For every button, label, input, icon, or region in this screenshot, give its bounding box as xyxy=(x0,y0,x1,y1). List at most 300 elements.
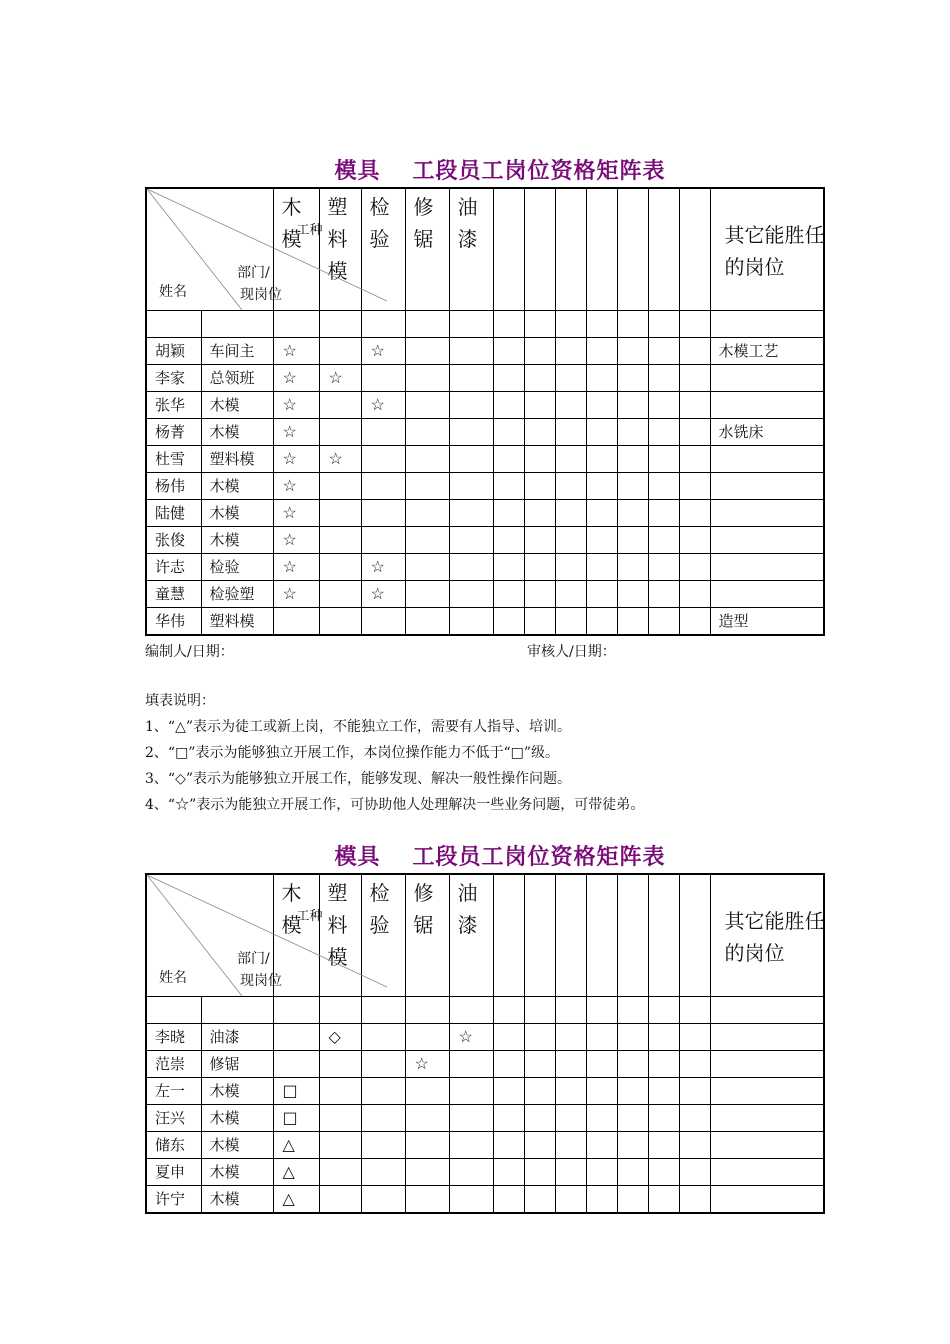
empty-cell xyxy=(679,1105,710,1132)
qualification-mark-cell: □ xyxy=(273,1078,319,1105)
table-row xyxy=(146,1105,824,1132)
qualification-mark-cell xyxy=(319,527,361,554)
employee-name-cell: 储东 xyxy=(146,1132,201,1159)
qualification-mark-cell xyxy=(319,554,361,581)
qualification-mark-cell xyxy=(361,419,405,446)
section-1-title xyxy=(0,154,950,189)
qualification-mark-cell xyxy=(361,1024,405,1051)
current-post-cell: 检验 xyxy=(201,554,273,581)
qualification-mark-cell xyxy=(405,1132,449,1159)
empty-cell xyxy=(493,392,524,419)
empty-cell xyxy=(493,1159,524,1186)
qualification-mark-cell xyxy=(319,1078,361,1105)
qualification-mark-cell xyxy=(361,1105,405,1132)
table-row xyxy=(146,365,824,392)
table-row xyxy=(146,473,824,500)
qualification-mark-cell xyxy=(361,1078,405,1105)
qualification-mark-cell xyxy=(405,473,449,500)
empty-cell xyxy=(586,527,617,554)
empty-cell xyxy=(617,608,648,636)
other-posts-header-label: 其它能胜任的岗位 xyxy=(724,223,825,279)
qualification-mark-cell xyxy=(273,1051,319,1078)
empty-cell xyxy=(493,500,524,527)
empty-cell xyxy=(524,1186,555,1214)
empty-cell xyxy=(617,1078,648,1105)
qualification-mark-cell xyxy=(319,473,361,500)
empty-cell xyxy=(648,446,679,473)
current-post-cell: 木模 xyxy=(201,1132,273,1159)
note-item: 1、“△”表示为徒工或新上岗，不能独立工作，需要有人指导、培训。 xyxy=(145,719,571,735)
qualification-mark-cell xyxy=(405,581,449,608)
qualification-mark-cell: ◇ xyxy=(319,1024,361,1051)
qualification-mark-cell xyxy=(405,500,449,527)
empty-cell xyxy=(679,419,710,446)
blank-cell xyxy=(405,311,449,338)
qualification-mark-cell xyxy=(273,608,319,636)
empty-cell xyxy=(555,419,586,446)
craft-header-cell xyxy=(449,188,493,311)
empty-cell xyxy=(617,446,648,473)
empty-cell xyxy=(493,554,524,581)
empty-header-cell xyxy=(679,874,710,997)
qualification-mark-cell xyxy=(361,500,405,527)
current-post-cell: 车间主 xyxy=(201,338,273,365)
empty-cell xyxy=(524,581,555,608)
empty-cell xyxy=(555,581,586,608)
employee-name-cell: 胡颖 xyxy=(146,338,201,365)
empty-cell xyxy=(617,1105,648,1132)
craft-header-cell xyxy=(405,188,449,311)
current-post-cell: 木模 xyxy=(201,392,273,419)
empty-cell xyxy=(524,446,555,473)
qualification-mark-cell: △ xyxy=(273,1132,319,1159)
prepared-by-label: 编制人/日期： xyxy=(145,644,234,660)
empty-cell xyxy=(679,554,710,581)
qualification-mark-cell xyxy=(449,1078,493,1105)
section-1-title-department: 模具 xyxy=(284,154,412,189)
qualification-mark-cell: ☆ xyxy=(273,473,319,500)
employee-name-cell: 李家 xyxy=(146,365,201,392)
section-1-title-text: 工段员工岗位资格矩阵表 xyxy=(412,159,666,184)
empty-cell xyxy=(493,1132,524,1159)
craft-header-label: 木模 xyxy=(281,195,302,251)
current-post-cell: 检验塑 xyxy=(201,581,273,608)
blank-cell xyxy=(524,311,555,338)
blank-cell xyxy=(679,997,710,1024)
other-posts-cell: 水铣床 xyxy=(710,419,824,446)
table-row xyxy=(146,338,824,365)
craft-header-cell xyxy=(449,874,493,997)
blank-cell xyxy=(648,997,679,1024)
corner-craft-label: 工种 xyxy=(296,223,323,238)
blank-cell xyxy=(648,311,679,338)
empty-cell xyxy=(648,1078,679,1105)
filling-notes xyxy=(145,688,644,818)
empty-cell xyxy=(586,554,617,581)
qualification-mark-cell xyxy=(405,1105,449,1132)
blank-cell xyxy=(449,311,493,338)
qualification-mark-cell: ☆ xyxy=(273,392,319,419)
qualification-mark-cell xyxy=(405,527,449,554)
employee-name-cell: 汪兴 xyxy=(146,1105,201,1132)
empty-cell xyxy=(648,1024,679,1051)
empty-cell xyxy=(493,338,524,365)
empty-cell xyxy=(524,554,555,581)
diagonal-header-cell xyxy=(146,188,282,311)
empty-cell xyxy=(555,1186,586,1214)
empty-cell xyxy=(555,1105,586,1132)
empty-cell xyxy=(679,527,710,554)
blank-row xyxy=(146,311,824,338)
blank-cell xyxy=(319,311,361,338)
empty-header-cell xyxy=(648,874,679,997)
qualification-mark-cell: ☆ xyxy=(273,338,319,365)
empty-cell xyxy=(679,446,710,473)
section-2-title xyxy=(0,840,950,875)
empty-cell xyxy=(617,392,648,419)
empty-cell xyxy=(679,365,710,392)
current-post-cell: 木模 xyxy=(201,1078,273,1105)
qualification-mark-cell: ☆ xyxy=(319,365,361,392)
qualification-mark-cell xyxy=(361,608,405,636)
empty-cell xyxy=(555,1051,586,1078)
blank-cell xyxy=(361,997,405,1024)
empty-cell xyxy=(679,1159,710,1186)
qualification-mark-cell xyxy=(449,1132,493,1159)
header-row xyxy=(146,188,824,311)
empty-cell xyxy=(586,392,617,419)
other-posts-header-cell xyxy=(710,874,824,997)
reviewed-by-label: 审核人/日期： xyxy=(527,644,616,660)
empty-cell xyxy=(555,554,586,581)
other-posts-cell xyxy=(710,1051,824,1078)
empty-cell xyxy=(648,1051,679,1078)
blank-cell xyxy=(679,311,710,338)
qualification-mark-cell: △ xyxy=(273,1159,319,1186)
empty-cell xyxy=(555,365,586,392)
craft-header-label: 塑料模 xyxy=(327,195,348,283)
note-item: 2、“□”表示为能够独立开展工作，本岗位操作能力不低于“□”级。 xyxy=(145,745,559,761)
craft-header-label: 检验 xyxy=(369,195,390,251)
qualification-mark-cell xyxy=(319,1051,361,1078)
empty-cell xyxy=(617,365,648,392)
qualification-mark-cell xyxy=(405,392,449,419)
employee-name-cell: 杜雪 xyxy=(146,446,201,473)
qualification-mark-cell: ☆ xyxy=(273,500,319,527)
qualification-mark-cell: ☆ xyxy=(361,392,405,419)
other-posts-cell xyxy=(710,527,824,554)
empty-cell xyxy=(555,1159,586,1186)
empty-cell xyxy=(524,1132,555,1159)
other-posts-cell xyxy=(710,446,824,473)
empty-cell xyxy=(617,581,648,608)
empty-cell xyxy=(524,1024,555,1051)
empty-cell xyxy=(555,446,586,473)
other-posts-cell xyxy=(710,365,824,392)
corner-dept-label: 部门/ xyxy=(237,265,270,281)
qualification-mark-cell xyxy=(319,1105,361,1132)
qualification-mark-cell: ☆ xyxy=(361,581,405,608)
table-row xyxy=(146,554,824,581)
empty-cell xyxy=(648,419,679,446)
qualification-mark-cell: ☆ xyxy=(361,338,405,365)
corner-post-label: 现岗位 xyxy=(240,287,282,303)
qualification-mark-cell xyxy=(449,1186,493,1214)
qualification-mark-cell xyxy=(361,1186,405,1214)
empty-cell xyxy=(524,473,555,500)
qualification-mark-cell xyxy=(449,473,493,500)
table-row xyxy=(146,1078,824,1105)
empty-cell xyxy=(493,1078,524,1105)
empty-cell xyxy=(493,1186,524,1214)
blank-cell xyxy=(273,997,319,1024)
blank-cell xyxy=(201,311,273,338)
qualification-mark-cell: ☆ xyxy=(361,554,405,581)
qualification-mark-cell xyxy=(449,1051,493,1078)
empty-cell xyxy=(586,1024,617,1051)
blank-cell xyxy=(555,997,586,1024)
other-posts-cell xyxy=(710,581,824,608)
other-posts-cell xyxy=(710,1105,824,1132)
empty-cell xyxy=(524,1078,555,1105)
empty-cell xyxy=(617,1186,648,1214)
craft-header-label: 油漆 xyxy=(457,195,478,251)
table-row xyxy=(146,1024,824,1051)
qualification-mark-cell xyxy=(273,1024,319,1051)
empty-cell xyxy=(555,1024,586,1051)
blank-cell xyxy=(146,997,201,1024)
qualification-mark-cell xyxy=(319,419,361,446)
note-item: 4、“☆”表示为能独立开展工作，可协助他人处理解决一些业务问题，可带徒弟。 xyxy=(145,797,645,813)
empty-cell xyxy=(555,608,586,636)
empty-cell xyxy=(524,1159,555,1186)
current-post-cell: 总领班 xyxy=(201,365,273,392)
qualification-mark-cell xyxy=(361,473,405,500)
empty-cell xyxy=(648,554,679,581)
table-row xyxy=(146,1159,824,1186)
other-posts-cell xyxy=(710,1159,824,1186)
note-item: 3、“◇”表示为能够独立开展工作，能够发现、解决一般性操作问题。 xyxy=(145,771,571,787)
qualification-mark-cell xyxy=(319,581,361,608)
empty-cell xyxy=(586,419,617,446)
qualification-matrix-table-1 xyxy=(145,187,825,636)
empty-cell xyxy=(586,1186,617,1214)
qualification-mark-cell: ☆ xyxy=(273,446,319,473)
craft-header-cell xyxy=(273,188,323,311)
qualification-mark-cell xyxy=(319,608,361,636)
empty-cell xyxy=(648,1186,679,1214)
empty-cell xyxy=(555,1078,586,1105)
current-post-cell: 油漆 xyxy=(201,1024,273,1051)
empty-cell xyxy=(493,608,524,636)
empty-header-cell xyxy=(586,188,617,311)
other-posts-cell xyxy=(710,473,824,500)
qualification-mark-cell xyxy=(319,1132,361,1159)
craft-header-label: 木模 xyxy=(281,881,302,937)
qualification-mark-cell xyxy=(361,1132,405,1159)
empty-cell xyxy=(648,1159,679,1186)
empty-cell xyxy=(493,1105,524,1132)
qualification-mark-cell: ☆ xyxy=(273,365,319,392)
other-posts-cell xyxy=(710,1024,824,1051)
current-post-cell: 木模 xyxy=(201,1186,273,1214)
craft-header-label: 检验 xyxy=(369,881,390,937)
empty-cell xyxy=(524,392,555,419)
qualification-mark-cell: ☆ xyxy=(273,581,319,608)
empty-cell xyxy=(555,473,586,500)
empty-cell xyxy=(586,1078,617,1105)
empty-header-cell xyxy=(648,188,679,311)
empty-cell xyxy=(617,527,648,554)
qualification-mark-cell: □ xyxy=(273,1105,319,1132)
empty-cell xyxy=(648,338,679,365)
empty-cell xyxy=(679,338,710,365)
corner-name-label: 姓名 xyxy=(159,970,187,986)
qualification-mark-cell xyxy=(361,365,405,392)
qualification-mark-cell: △ xyxy=(273,1186,319,1214)
blank-row xyxy=(146,997,824,1024)
empty-cell xyxy=(493,446,524,473)
blank-cell xyxy=(555,311,586,338)
craft-header-label: 塑料模 xyxy=(327,881,348,969)
empty-cell xyxy=(555,338,586,365)
empty-header-cell xyxy=(679,188,710,311)
empty-cell xyxy=(648,473,679,500)
empty-cell xyxy=(555,500,586,527)
empty-cell xyxy=(679,581,710,608)
empty-cell xyxy=(586,1132,617,1159)
qualification-mark-cell xyxy=(449,392,493,419)
empty-cell xyxy=(524,338,555,365)
current-post-cell: 修锯 xyxy=(201,1051,273,1078)
qualification-mark-cell xyxy=(405,338,449,365)
employee-name-cell: 左一 xyxy=(146,1078,201,1105)
empty-cell xyxy=(617,500,648,527)
empty-cell xyxy=(586,1105,617,1132)
empty-cell xyxy=(648,527,679,554)
qualification-mark-cell xyxy=(405,1159,449,1186)
table-row xyxy=(146,608,824,636)
empty-cell xyxy=(617,419,648,446)
qualification-mark-cell xyxy=(449,1159,493,1186)
blank-cell xyxy=(405,997,449,1024)
empty-cell xyxy=(617,1132,648,1159)
empty-cell xyxy=(493,419,524,446)
empty-cell xyxy=(524,419,555,446)
current-post-cell: 木模 xyxy=(201,473,273,500)
empty-cell xyxy=(617,1051,648,1078)
empty-cell xyxy=(648,500,679,527)
qualification-mark-cell xyxy=(449,500,493,527)
empty-cell xyxy=(555,1132,586,1159)
corner-post-label: 现岗位 xyxy=(240,973,282,989)
current-post-cell: 木模 xyxy=(201,1159,273,1186)
empty-cell xyxy=(586,365,617,392)
empty-cell xyxy=(586,608,617,636)
blank-cell xyxy=(493,311,524,338)
table-row xyxy=(146,500,824,527)
qualification-mark-cell xyxy=(405,446,449,473)
current-post-cell: 木模 xyxy=(201,1105,273,1132)
current-post-cell: 塑料模 xyxy=(201,608,273,636)
blank-cell xyxy=(524,997,555,1024)
other-posts-header-cell xyxy=(710,188,824,311)
empty-cell xyxy=(648,1132,679,1159)
empty-cell xyxy=(679,608,710,636)
employee-name-cell: 陆健 xyxy=(146,500,201,527)
qualification-mark-cell xyxy=(405,419,449,446)
empty-cell xyxy=(679,1186,710,1214)
qualification-mark-cell xyxy=(319,338,361,365)
other-posts-cell xyxy=(710,1186,824,1214)
qualification-mark-cell xyxy=(361,1051,405,1078)
qualification-mark-cell xyxy=(405,1024,449,1051)
other-posts-cell xyxy=(710,500,824,527)
qualification-mark-cell: ☆ xyxy=(405,1051,449,1078)
empty-header-cell xyxy=(617,874,648,997)
empty-cell xyxy=(648,608,679,636)
qualification-mark-cell xyxy=(449,1105,493,1132)
qualification-mark-cell: ☆ xyxy=(273,554,319,581)
qualification-mark-cell xyxy=(319,1159,361,1186)
blank-cell xyxy=(617,311,648,338)
current-post-cell: 木模 xyxy=(201,500,273,527)
other-posts-cell: 木模工艺 xyxy=(710,338,824,365)
craft-header-label: 修锯 xyxy=(413,881,434,937)
blank-cell xyxy=(586,997,617,1024)
blank-cell xyxy=(586,311,617,338)
employee-name-cell: 杨菁 xyxy=(146,419,201,446)
qualification-mark-cell xyxy=(319,500,361,527)
blank-cell xyxy=(146,311,201,338)
table-row xyxy=(146,1051,824,1078)
table-row xyxy=(146,527,824,554)
other-posts-header-label: 其它能胜任的岗位 xyxy=(724,909,825,965)
blank-cell xyxy=(319,997,361,1024)
employee-name-cell: 许宁 xyxy=(146,1186,201,1214)
qualification-mark-cell xyxy=(449,419,493,446)
empty-cell xyxy=(617,554,648,581)
craft-header-cell xyxy=(273,874,323,997)
empty-cell xyxy=(555,527,586,554)
empty-cell xyxy=(524,500,555,527)
empty-cell xyxy=(648,581,679,608)
employee-name-cell: 张俊 xyxy=(146,527,201,554)
qualification-mark-cell xyxy=(319,392,361,419)
empty-cell xyxy=(493,365,524,392)
corner-name-label: 姓名 xyxy=(159,284,187,300)
empty-cell xyxy=(679,392,710,419)
employee-name-cell: 夏申 xyxy=(146,1159,201,1186)
qualification-mark-cell xyxy=(405,608,449,636)
craft-header-cell xyxy=(405,874,449,997)
other-posts-cell: 造型 xyxy=(710,608,824,636)
empty-cell xyxy=(648,365,679,392)
qualification-mark-cell xyxy=(361,527,405,554)
other-posts-cell xyxy=(710,392,824,419)
empty-cell xyxy=(648,392,679,419)
diagonal-header-cell xyxy=(146,874,282,997)
empty-cell xyxy=(493,1024,524,1051)
qualification-mark-cell xyxy=(361,1159,405,1186)
qualification-mark-cell: ☆ xyxy=(319,446,361,473)
current-post-cell: 塑料模 xyxy=(201,446,273,473)
blank-cell xyxy=(361,311,405,338)
blank-cell xyxy=(449,997,493,1024)
blank-cell xyxy=(201,997,273,1024)
qualification-mark-cell xyxy=(449,365,493,392)
empty-cell xyxy=(586,1051,617,1078)
